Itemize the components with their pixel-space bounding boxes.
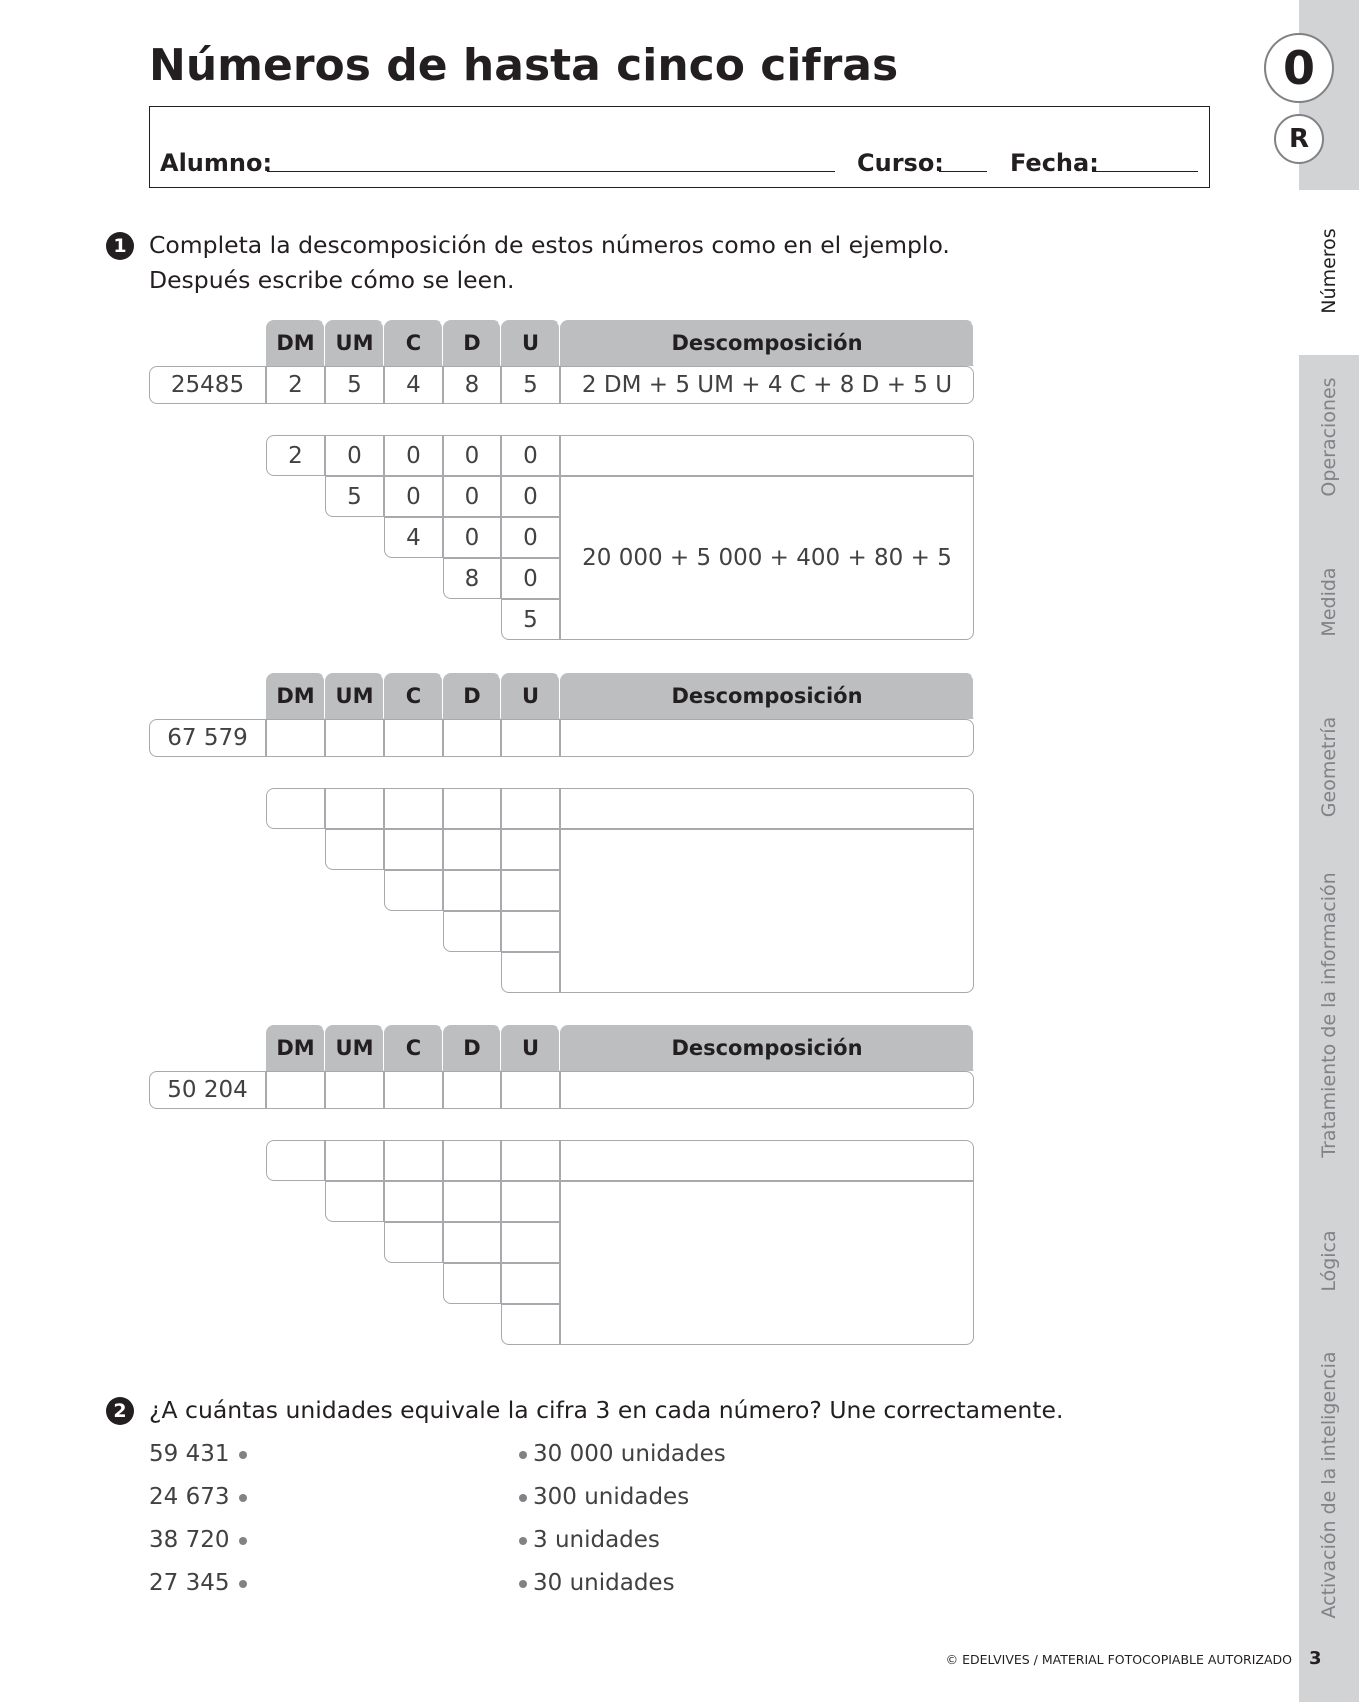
digit-cell[interactable] (266, 719, 325, 757)
expanded-digit-cell[interactable]: 0 (443, 476, 501, 517)
exercise1-instruction-2: Después escribe cómo se leen. (149, 266, 515, 294)
expanded-digit-cell[interactable] (443, 788, 501, 829)
decomposition-cell[interactable]: 2 DM + 5 UM + 4 C + 8 D + 5 U (560, 366, 974, 404)
units-text: 3 unidades (533, 1527, 660, 1553)
expanded-digit-cell[interactable] (501, 911, 560, 952)
expanded-digit-cell[interactable] (443, 829, 501, 870)
digit-cell[interactable]: 5 (325, 366, 384, 404)
expanded-digit-cell[interactable] (325, 788, 384, 829)
page-number: 3 (1309, 1648, 1322, 1669)
expanded-digit-cell[interactable] (501, 1263, 560, 1304)
number-text: 27 345 (149, 1570, 230, 1596)
expanded-digit-cell[interactable] (501, 1140, 560, 1181)
expanded-digit-cell[interactable] (443, 870, 501, 911)
expanded-top-cell[interactable] (560, 1140, 974, 1181)
page-title: Números de hasta cinco cifras (149, 40, 899, 91)
match-dot[interactable] (239, 1537, 247, 1545)
expanded-digit-cell[interactable]: 0 (443, 435, 501, 476)
right-units-item[interactable] (519, 1570, 675, 1596)
units-text: 30 000 unidades (533, 1441, 726, 1467)
number-text: 24 673 (149, 1484, 230, 1510)
number-text: 59 431 (149, 1441, 230, 1467)
exercise1-instruction: Completa la descomposición de estos números como en el ejemplo. (149, 231, 950, 259)
expanded-digit-cell[interactable]: 4 (384, 517, 443, 558)
given-number: 25485 (149, 366, 266, 404)
expanded-digit-cell[interactable] (501, 829, 560, 870)
column-header-c: C (384, 673, 443, 719)
expanded-digit-cell[interactable]: 0 (384, 476, 443, 517)
review-badge: R (1274, 114, 1324, 164)
expanded-digit-cell[interactable]: 0 (384, 435, 443, 476)
digit-cell[interactable] (501, 719, 560, 757)
given-number: 50 204 (149, 1071, 266, 1109)
expanded-sum-cell[interactable] (560, 829, 974, 993)
expanded-digit-cell[interactable] (384, 1140, 443, 1181)
right-units-item[interactable] (519, 1527, 660, 1553)
decomposition-cell[interactable] (560, 1071, 974, 1109)
match-dot[interactable] (519, 1580, 527, 1588)
expanded-digit-cell[interactable] (501, 1181, 560, 1222)
expanded-digit-cell[interactable]: 0 (501, 476, 560, 517)
sidebar-item-0[interactable]: Números (1318, 228, 1340, 314)
expanded-digit-cell[interactable]: 0 (325, 435, 384, 476)
units-text: 300 unidades (533, 1484, 690, 1510)
expanded-digit-cell[interactable]: 2 (266, 435, 325, 476)
column-header-u: U (501, 673, 560, 719)
course-field[interactable] (939, 171, 987, 172)
student-label: Alumno: (160, 149, 273, 177)
column-header-d: D (443, 1025, 501, 1071)
expanded-digit-cell[interactable] (443, 1181, 501, 1222)
digit-cell[interactable]: 5 (501, 366, 560, 404)
match-dot[interactable] (519, 1494, 527, 1502)
exercise2-question: ¿A cuántas unidades equivale la cifra 3 en cada número? Une correctamente. (149, 1396, 1064, 1424)
sidebar-item-5[interactable]: Lógica (1318, 1230, 1340, 1292)
column-header-descomposición: Descomposición (560, 1025, 974, 1071)
digit-cell[interactable]: 4 (384, 366, 443, 404)
column-header-dm: DM (266, 320, 325, 366)
column-header-d: D (443, 320, 501, 366)
expanded-digit-cell[interactable]: 8 (443, 558, 501, 599)
given-number: 67 579 (149, 719, 266, 757)
unit-badge: 0 (1264, 33, 1334, 103)
left-number-item[interactable] (149, 1484, 247, 1510)
column-header-c: C (384, 1025, 443, 1071)
expanded-digit-cell[interactable]: 0 (501, 517, 560, 558)
digit-cell[interactable] (325, 719, 384, 757)
column-header-descomposición: Descomposición (560, 673, 974, 719)
expanded-digit-cell[interactable] (384, 870, 443, 911)
right-units-item[interactable] (519, 1484, 689, 1510)
expanded-digit-cell[interactable] (501, 1304, 560, 1345)
sidebar-item-6[interactable]: Activación de la inteligencia (1318, 1351, 1340, 1619)
copyright-footer: © EDELVIVES / MATERIAL FOTOCOPIABLE AUTORIZADO (945, 1652, 1292, 1667)
match-dot[interactable] (239, 1494, 247, 1502)
expanded-digit-cell[interactable] (443, 1222, 501, 1263)
match-dot[interactable] (519, 1537, 527, 1545)
expanded-digit-cell[interactable]: 5 (325, 476, 384, 517)
expanded-digit-cell[interactable] (501, 1222, 560, 1263)
student-info-box (149, 106, 1210, 188)
expanded-digit-cell[interactable] (384, 1222, 443, 1263)
expanded-digit-cell[interactable] (266, 1140, 325, 1181)
expanded-digit-cell[interactable]: 0 (501, 435, 560, 476)
digit-cell[interactable] (384, 719, 443, 757)
expanded-digit-cell[interactable] (443, 911, 501, 952)
digit-cell[interactable] (384, 1071, 443, 1109)
sidebar-item-1[interactable]: Operaciones (1318, 377, 1340, 497)
left-number-item[interactable] (149, 1570, 247, 1596)
expanded-sum-cell[interactable]: 20 000 + 5 000 + 400 + 80 + 5 (560, 476, 974, 640)
exercise-number: 1 (106, 232, 134, 260)
expanded-digit-cell[interactable] (384, 1181, 443, 1222)
expanded-digit-cell[interactable] (501, 870, 560, 911)
expanded-sum-cell[interactable] (560, 1181, 974, 1345)
expanded-top-cell[interactable] (560, 435, 974, 476)
match-dot[interactable] (239, 1580, 247, 1588)
units-text: 30 unidades (533, 1570, 675, 1596)
digit-cell[interactable] (443, 719, 501, 757)
digit-cell[interactable] (501, 1071, 560, 1109)
decomposition-cell[interactable] (560, 719, 974, 757)
digit-cell[interactable]: 2 (266, 366, 325, 404)
student-name-field[interactable] (267, 171, 835, 172)
expanded-digit-cell[interactable] (384, 829, 443, 870)
sidebar-item-2[interactable]: Medida (1318, 567, 1340, 637)
right-units-item[interactable] (519, 1441, 726, 1467)
expanded-digit-cell[interactable] (325, 1140, 384, 1181)
left-number-item[interactable] (149, 1527, 247, 1553)
date-field[interactable] (1092, 171, 1198, 172)
expanded-digit-cell[interactable] (325, 1181, 384, 1222)
expanded-digit-cell[interactable]: 5 (501, 599, 560, 640)
column-header-dm: DM (266, 1025, 325, 1071)
expanded-digit-cell[interactable] (443, 1140, 501, 1181)
column-header-u: U (501, 1025, 560, 1071)
column-header-u: U (501, 320, 560, 366)
digit-cell[interactable] (266, 1071, 325, 1109)
sidebar-item-3[interactable]: Geometría (1318, 716, 1340, 818)
expanded-digit-cell[interactable]: 0 (443, 517, 501, 558)
column-header-c: C (384, 320, 443, 366)
exercise-number: 2 (106, 1397, 134, 1425)
match-dot[interactable] (239, 1451, 247, 1459)
expanded-digit-cell[interactable] (266, 788, 325, 829)
column-header-um: UM (325, 673, 384, 719)
expanded-digit-cell[interactable] (325, 829, 384, 870)
number-text: 38 720 (149, 1527, 230, 1553)
match-dot[interactable] (519, 1451, 527, 1459)
left-number-item[interactable] (149, 1441, 247, 1467)
column-header-descomposición: Descomposición (560, 320, 974, 366)
column-header-um: UM (325, 320, 384, 366)
expanded-digit-cell[interactable] (384, 788, 443, 829)
expanded-digit-cell[interactable] (443, 1263, 501, 1304)
expanded-top-cell[interactable] (560, 788, 974, 829)
course-label: Curso: (857, 149, 944, 177)
expanded-digit-cell[interactable] (501, 952, 560, 993)
digit-cell[interactable]: 8 (443, 366, 501, 404)
expanded-digit-cell[interactable] (501, 788, 560, 829)
column-header-d: D (443, 673, 501, 719)
digit-cell[interactable] (325, 1071, 384, 1109)
expanded-digit-cell[interactable]: 0 (501, 558, 560, 599)
sidebar-item-4[interactable]: Tratamiento de la información (1318, 872, 1340, 1158)
column-header-dm: DM (266, 673, 325, 719)
date-label: Fecha: (1010, 149, 1099, 177)
column-header-um: UM (325, 1025, 384, 1071)
digit-cell[interactable] (443, 1071, 501, 1109)
